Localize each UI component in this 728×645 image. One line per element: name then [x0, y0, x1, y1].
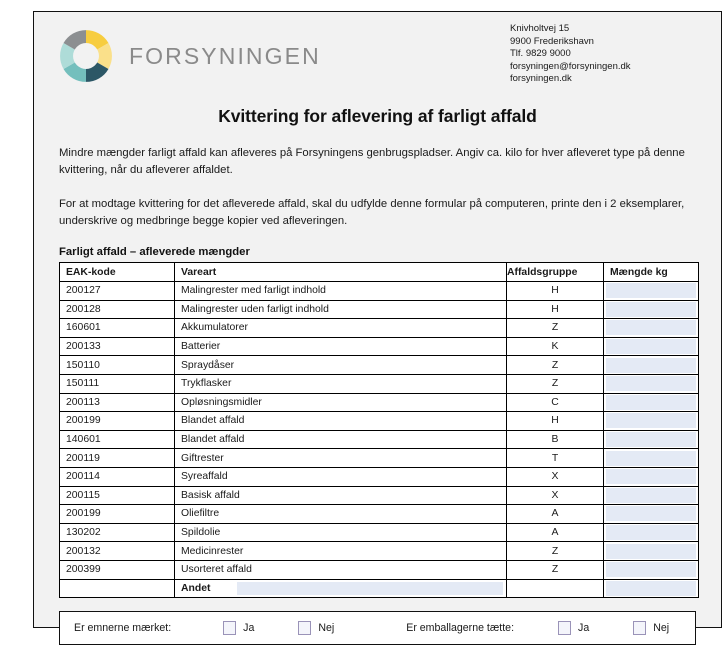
cell-affaldsgruppe: T: [507, 449, 604, 468]
cell-maengde-kg[interactable]: [604, 282, 699, 301]
cell-maengde-kg[interactable]: [604, 486, 699, 505]
cell-maengde-kg[interactable]: [604, 319, 699, 338]
cell-eak-kode: 150111: [60, 374, 175, 393]
cell-affaldsgruppe: H: [507, 282, 604, 301]
address-line-city: 9900 Frederikshavn: [510, 35, 594, 47]
checkbox-marked-yes[interactable]: [223, 621, 236, 635]
amount-input-field-other[interactable]: [606, 581, 696, 596]
section-heading: Farligt affald – afleverede mængder: [59, 246, 250, 258]
amount-input-field[interactable]: [606, 320, 696, 335]
cell-eak-kode: 200399: [60, 560, 175, 579]
checkbox-option-sealed-yes[interactable]: [558, 621, 589, 635]
cell-vareart: Oliefiltre: [175, 505, 507, 524]
table-row: [60, 300, 699, 319]
amount-input-field[interactable]: [606, 469, 696, 484]
cell-eak-kode: 200127: [60, 282, 175, 301]
address-line-website: forsyningen.dk: [510, 73, 572, 85]
cell-affaldsgruppe-other: [507, 579, 604, 598]
amount-input-field[interactable]: [606, 413, 696, 428]
amount-input-field[interactable]: [606, 506, 696, 521]
amount-input-field[interactable]: [606, 432, 696, 447]
cell-maengde-kg[interactable]: [604, 412, 699, 431]
cell-affaldsgruppe: Z: [507, 319, 604, 338]
cell-affaldsgruppe: H: [507, 300, 604, 319]
document-body: [34, 106, 721, 645]
page-title: Kvittering for aflevering af farligt affald: [218, 106, 537, 126]
table-row: [60, 393, 699, 412]
cell-affaldsgruppe: A: [507, 523, 604, 542]
table-row: [60, 374, 699, 393]
cell-vareart: Medicinrester: [175, 542, 507, 561]
cell-vareart: Trykflasker: [175, 374, 507, 393]
cell-vareart: Syreaffald: [175, 467, 507, 486]
cell-vareart: Giftrester: [175, 449, 507, 468]
cell-vareart: Malingrester med farligt indhold: [175, 282, 507, 301]
intro-paragraph-2: For at modtage kvittering for det afleverede affald, skal du udfylde denne formular på computeren, printe den i 2 eksemplarer, underskrive og medbringe begge kopier ved afleveringen.: [59, 198, 685, 227]
question-group-marked: [74, 622, 171, 634]
cell-affaldsgruppe: X: [507, 486, 604, 505]
intro-paragraph-1: Mindre mængder farligt affald kan afleveres på Forsyningens genbrugspladser. Angiv ca. kilo for hver afleveret type på denne kvittering, når du afleverer affaldet.: [59, 147, 685, 176]
table-row: [60, 505, 699, 524]
cell-maengde-kg[interactable]: [604, 374, 699, 393]
column-header-affaldsgruppe: Affaldsgruppe: [507, 263, 604, 282]
cell-vareart: Batterier: [175, 337, 507, 356]
cell-maengde-kg[interactable]: [604, 542, 699, 561]
amount-input-field[interactable]: [606, 544, 696, 559]
amount-input-field[interactable]: [606, 339, 696, 354]
checkbox-option-marked-no[interactable]: [298, 621, 334, 635]
column-header-vareart: Vareart: [175, 263, 507, 282]
address-line-email: forsyningen@forsyningen.dk: [510, 60, 631, 72]
table-row: [60, 486, 699, 505]
cell-vareart: Blandet affald: [175, 412, 507, 431]
cell-eak-kode: 130202: [60, 523, 175, 542]
cell-eak-kode: 200199: [60, 505, 175, 524]
cell-eak-kode: 200128: [60, 300, 175, 319]
amount-input-field[interactable]: [606, 488, 696, 503]
cell-vareart: Spildolie: [175, 523, 507, 542]
table-row: [60, 282, 699, 301]
cell-eak-kode: 200199: [60, 412, 175, 431]
other-item-label: Andet: [181, 582, 211, 594]
table-row: [60, 467, 699, 486]
amount-input-field[interactable]: [606, 302, 696, 317]
table-row-other: [60, 579, 699, 598]
cell-maengde-kg[interactable]: [604, 300, 699, 319]
amount-input-field[interactable]: [606, 525, 696, 540]
cell-affaldsgruppe: Z: [507, 542, 604, 561]
table-row: [60, 560, 699, 579]
cell-affaldsgruppe: A: [507, 505, 604, 524]
forsyningen-logo-icon: [59, 29, 113, 83]
cell-affaldsgruppe: C: [507, 393, 604, 412]
cell-maengde-kg[interactable]: [604, 393, 699, 412]
table-row: [60, 523, 699, 542]
cell-eak-kode: 200114: [60, 467, 175, 486]
cell-vareart: Usorteret affald: [175, 560, 507, 579]
table-row: [60, 319, 699, 338]
cell-eak-kode: 140601: [60, 430, 175, 449]
checkbox-label-sealed-yes: Ja: [578, 622, 590, 635]
cell-maengde-kg[interactable]: [604, 560, 699, 579]
cell-eak-kode-other: [60, 579, 175, 598]
table-row: [60, 449, 699, 468]
cell-maengde-kg[interactable]: [604, 523, 699, 542]
cell-maengde-kg-other[interactable]: [604, 579, 699, 598]
table-row: [60, 337, 699, 356]
column-header-eak-kode: EAK-kode: [60, 263, 175, 282]
cell-eak-kode: 200133: [60, 337, 175, 356]
cell-eak-kode: 200113: [60, 393, 175, 412]
table-row: [60, 542, 699, 561]
amount-input-field[interactable]: [606, 562, 696, 577]
checkbox-label-marked-no: Nej: [318, 622, 335, 635]
cell-maengde-kg[interactable]: [604, 430, 699, 449]
amount-input-field[interactable]: [606, 358, 696, 373]
question-group-sealed: [406, 622, 514, 634]
cell-affaldsgruppe: H: [507, 412, 604, 431]
brand-name: FORSYNINGEN: [129, 42, 321, 69]
cell-eak-kode: 200115: [60, 486, 175, 505]
waste-table: [59, 262, 699, 598]
table-row: [60, 356, 699, 375]
cell-vareart-other[interactable]: [175, 579, 507, 598]
cell-affaldsgruppe: X: [507, 467, 604, 486]
cell-affaldsgruppe: B: [507, 430, 604, 449]
column-header-maengde-kg: Mængde kg: [604, 263, 699, 282]
address-line-phone: Tlf. 9829 9000: [510, 48, 571, 60]
cell-vareart: Opløsningsmidler: [175, 393, 507, 412]
amount-input-field[interactable]: [606, 283, 696, 298]
checkbox-option-sealed-no[interactable]: [633, 621, 669, 635]
table-header-row: [60, 263, 699, 282]
amount-input-field[interactable]: [606, 376, 696, 391]
other-item-input-field[interactable]: [237, 582, 503, 596]
company-address: [510, 23, 631, 86]
amount-input-field[interactable]: [606, 451, 696, 466]
document-page: [33, 11, 722, 635]
cell-vareart: Spraydåser: [175, 356, 507, 375]
cell-eak-kode: 150110: [60, 356, 175, 375]
cell-maengde-kg[interactable]: [604, 467, 699, 486]
cell-eak-kode: 200132: [60, 542, 175, 561]
table-row: [60, 412, 699, 431]
checkbox-sealed-no[interactable]: [633, 621, 646, 635]
question-label-marked: Er emnerne mærket:: [74, 622, 172, 635]
cell-vareart: Basisk affald: [175, 486, 507, 505]
cell-affaldsgruppe: Z: [507, 560, 604, 579]
amount-input-field[interactable]: [606, 395, 696, 410]
cell-maengde-kg[interactable]: [604, 449, 699, 468]
checkbox-label-sealed-no: Nej: [653, 622, 670, 635]
cell-maengde-kg[interactable]: [604, 356, 699, 375]
checkbox-marked-no[interactable]: [298, 621, 311, 635]
checkbox-label-marked-yes: Ja: [243, 622, 255, 635]
cell-vareart: Malingrester uden farligt indhold: [175, 300, 507, 319]
cell-vareart: Akkumulatorer: [175, 319, 507, 338]
cell-affaldsgruppe: Z: [507, 374, 604, 393]
document-header: [34, 12, 721, 92]
cell-eak-kode: 200119: [60, 449, 175, 468]
declaration-bar: [59, 611, 696, 645]
address-line-street: Knivholtvej 15: [510, 23, 570, 34]
table-row: [60, 430, 699, 449]
cell-affaldsgruppe: Z: [507, 356, 604, 375]
checkbox-sealed-yes[interactable]: [558, 621, 571, 635]
checkbox-option-marked-yes[interactable]: [223, 621, 254, 635]
cell-affaldsgruppe: K: [507, 337, 604, 356]
cell-vareart: Blandet affald: [175, 430, 507, 449]
cell-eak-kode: 160601: [60, 319, 175, 338]
brand-lockup: [59, 29, 321, 83]
question-label-sealed: Er emballagerne tætte:: [406, 622, 515, 635]
cell-maengde-kg[interactable]: [604, 337, 699, 356]
cell-maengde-kg[interactable]: [604, 505, 699, 524]
